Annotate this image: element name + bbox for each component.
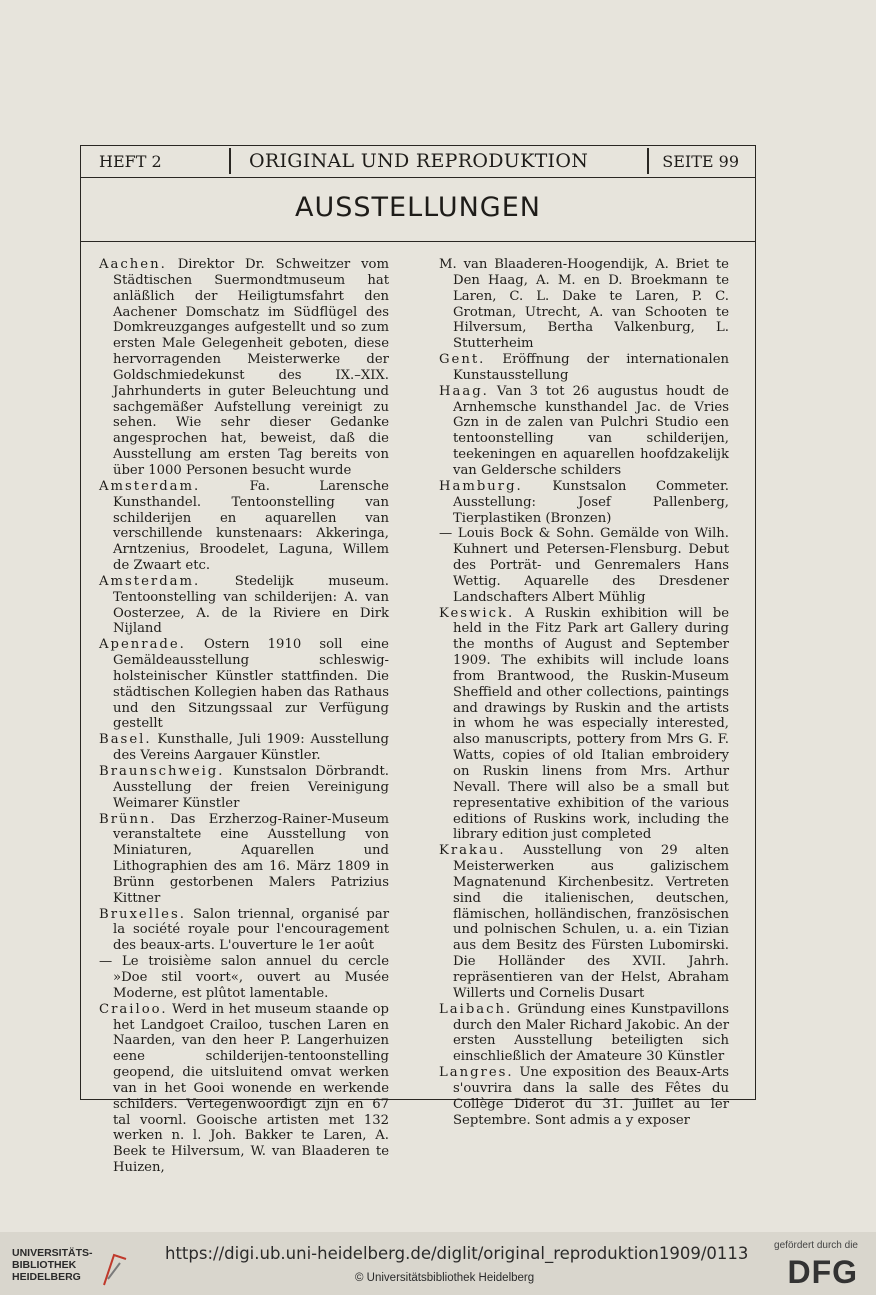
listing-entry bbox=[439, 479, 729, 527]
listing-place: Basel. bbox=[99, 732, 152, 748]
listing-place: Haag. bbox=[439, 383, 489, 399]
library-logo-icon bbox=[100, 1249, 130, 1289]
listing-text: Kunsthalle, Juli 1909: Ausstellung des Vereins Aargauer Künstler. bbox=[113, 732, 389, 764]
copyright-notice: © Universitätsbibliothek Heidelberg bbox=[355, 1272, 535, 1284]
listing-text: Ausstellung von 29 alten Meisterwerken aus galizischem Magnatenund Kirchenbesitz. Vertreten sind die italienischen, deutschen, flämischen, holländischen, französischen und polnischen Schulen, u. a. ein Tizian aus dem Besitz des Fürsten Lubomirski. Die Holländer des XVII. Jahrh. repräsentieren van der Helst, Abraham Willerts und Cornelis Dusart bbox=[453, 843, 729, 1001]
listing-place: Gent. bbox=[439, 352, 486, 368]
listing-text: Kunstsalon Commeter. Ausstellung: Josef Pallenberg, Tierplastiken (Bronzen) bbox=[453, 478, 729, 526]
listing-text: Fa. Larensche Kunsthandel. Tentoonstelling van schilderijen en aquarellen van verschillende kunstenaars: Akkeringa, Arntzenius, Broodelet, Laguna, Willem de Zwaart etc. bbox=[113, 478, 389, 574]
listing-text: Stedelijk museum. Tentoonstelling van schilderijen: A. van Oosterzee, A. de la Riviere en Dirk Nijland bbox=[113, 573, 389, 637]
listing-text: Das Erzherzog-Rainer-Museum veranstaltete eine Ausstellung von Miniaturen, Aquarellen und Lithographien des am 16. März 1809 in Brünn gestorbenen Malers Patrizius Kittner bbox=[113, 811, 389, 906]
listing-entry bbox=[439, 1065, 729, 1128]
listing-place: Amsterdam. bbox=[99, 573, 201, 589]
listing-text: Salon triennal, organisé par la société royale pour l'encouragement des beaux-arts. L'ouverture le 1er août bbox=[113, 906, 389, 954]
issue-number: HEFT 2 bbox=[99, 152, 162, 171]
listing-entry bbox=[99, 907, 389, 955]
library-name-line: BIBLIOTHEK bbox=[12, 1259, 77, 1271]
listing-text: Kunstsalon Dörbrandt. Ausstellung der freien Vereinigung Weimarer Künstler bbox=[113, 764, 389, 811]
listing-text: Werd in het museum staande op het Landgoet Crailoo, tuschen Laren en Naarden, van den heer P. Langerhuizen eene schilderijen-tentoonstelling geopend, die uitsluitend omvat werken van in het Gooi wonende en werkende schilders. Vertegenwoordigt zijn en 67 tal voornl. Gooische artisten met 132 werken n. l. Joh. Bakker te Laren, A. Beek te Hilversum, W. van Blaaderen te Huizen, bbox=[113, 1001, 389, 1176]
listing-place: Krakau. bbox=[439, 843, 506, 859]
listing-entry bbox=[439, 843, 729, 1001]
header-divider bbox=[229, 148, 231, 174]
listing-place: Keswick. bbox=[439, 605, 515, 621]
listing-text: Direktor Dr. Schweitzer vom Städtischen Suermondtmuseum hat anläßlich der Heiligtumsfahrt den Aachener Domschatz im Südflügel des Domkreuzganges aufgestellt und so zum ersten Male Gelegenheit geboten, diese hervorragenden Meisterwerke der Goldschmiedekunst des IX.–XIX. Jahrhunderts in guter Beleuchtung und sachgemäßer Aufstellung vereinigt zu sehen. Wie sehr dieser Gedanke angesprochen hat, beweist, daß die Ausstellung am ersten Tag bereits von über 1000 Personen besucht wurde bbox=[113, 257, 389, 478]
library-name-line: HEIDELBERG bbox=[12, 1271, 81, 1283]
listing-entry bbox=[99, 479, 389, 574]
listing-text: Ostern 1910 soll eine Gemäldeausstellung schleswig-holsteinischer Künstler stattfinden. Die städtischen Kollegien haben das Rathaus und den Sitzungssaal zur Verfügung gestellt bbox=[113, 637, 389, 732]
listing-text: Van 3 tot 26 augustus houdt de Arnhemsche kunsthandel Jac. de Vries Gzn in de zalen van Pulchri Studio een tentoonstelling van schilderijen, teekeningen en aquarellen hoofdzakelijk van Geldersche schilders bbox=[453, 383, 729, 478]
listing-place: Brünn. bbox=[99, 811, 157, 827]
left-column bbox=[99, 257, 389, 1176]
listing-entry bbox=[99, 954, 389, 1002]
listing-place: Braunschweig. bbox=[99, 764, 225, 779]
listing-entry bbox=[99, 574, 389, 637]
header-divider bbox=[647, 148, 649, 174]
listing-place: Hamburg. bbox=[439, 478, 523, 494]
listing-entry bbox=[99, 812, 389, 907]
listing-text: A Ruskin exhibition will be held in the Fitz Park art Gallery during the months of August and September 1909. The exhibits will include loans from Brantwood, the Ruskin-Museum Sheffield and other collections, paintings and drawings by Ruskin and the artists in whom he was especially interested, also manuscripts, pottery from Mrs G. F. Watts, copies of old Italian embroidery on Ruskin linens from Mrs. Arthur Nevall. There will also be a small but representative exhibition of the various editions of Ruskins work, including the library edition just completed bbox=[453, 605, 729, 843]
listing-entry bbox=[439, 352, 729, 384]
listing-entry bbox=[439, 606, 729, 844]
listing-place: Crailoo. bbox=[99, 1001, 168, 1017]
footer-bar bbox=[0, 1232, 876, 1295]
right-column bbox=[439, 257, 729, 1128]
permalink-url[interactable]: https://digi.ub.uni-heidelberg.de/diglit/original_reproduktion1909/0113 bbox=[165, 1244, 749, 1263]
listing-text: M. van Blaaderen-Hoogendijk, A. Briet te Den Haag, A. M. en D. Broekmann te Laren, C. L. Dake te Laren, P. C. Grotman, Utrecht, A. van Schooten te Hilversum, Bertha Valkenburg, L. Stutterheim bbox=[439, 257, 729, 352]
listing-text: — Louis Bock & Sohn. Gemälde von Wilh. Kuhnert und Petersen-Flensburg. Debut des Porträt- und Genremalers Hans Wettig. Aquarelle des Dresdener Landschafters Albert Mühlig bbox=[439, 526, 729, 605]
library-logo[interactable] bbox=[12, 1247, 152, 1287]
journal-title: ORIGINAL UND REPRODUKTION bbox=[249, 150, 589, 172]
listing-entry bbox=[99, 637, 389, 732]
listing-entry bbox=[439, 1002, 729, 1065]
listing-entry bbox=[99, 764, 389, 812]
listing-text: Gründung eines Kunstpavillons durch den Maler Richard Jakobic. An der ersten Ausstellung beteiligten sich einschließlich der Amateure 30 Künstler bbox=[453, 1001, 729, 1065]
listing-entry bbox=[439, 257, 729, 352]
dfg-logo[interactable]: DFG bbox=[787, 1254, 858, 1290]
page-frame bbox=[80, 145, 756, 1176]
listing-text: — Le troisième salon annuel du cercle »Doe stil voort«, ouvert au Musée Moderne, est plûtot lamentable. bbox=[99, 954, 389, 1001]
listing-entry bbox=[99, 1002, 389, 1176]
listing-text: Une exposition des Beaux-Arts s'ouvrira dans la salle des Fêtes du Collège Diderot du 31. Juillet au ler Septembre. Sont admis a y exposer bbox=[453, 1065, 729, 1128]
listing-place: Bruxelles. bbox=[99, 906, 186, 922]
listing-place: Laibach. bbox=[439, 1001, 513, 1017]
library-name-line: UNIVERSITÄTS- bbox=[12, 1247, 93, 1259]
running-header bbox=[81, 146, 755, 178]
section-title: AUSSTELLUNGEN bbox=[295, 192, 541, 223]
listing-place: Langres. bbox=[439, 1065, 514, 1081]
listing-place: Apenrade. bbox=[99, 637, 186, 653]
listing-entry bbox=[99, 257, 389, 479]
listing-place: Amsterdam. bbox=[99, 478, 201, 494]
listing-entry bbox=[99, 732, 389, 764]
listing-entry bbox=[439, 526, 729, 605]
funding-note: gefördert durch die bbox=[774, 1240, 858, 1251]
page-number: SEITE 99 bbox=[662, 152, 739, 171]
section-title-row bbox=[81, 178, 755, 242]
listing-text: Eröffnung der internationalen Kunstausstellung bbox=[453, 352, 729, 383]
listing-place: Aachen. bbox=[99, 257, 167, 272]
listing-entry bbox=[439, 384, 729, 479]
